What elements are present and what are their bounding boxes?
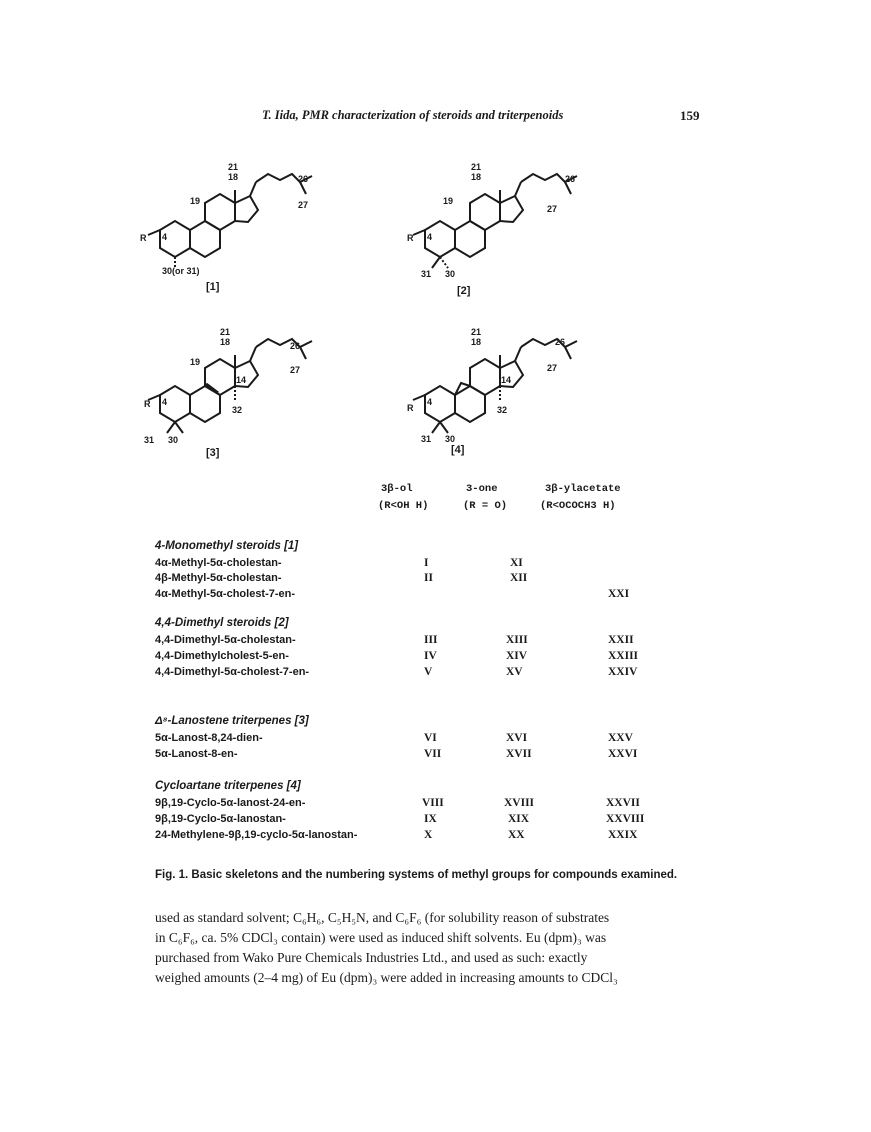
table-cell: IX	[424, 813, 437, 825]
table-row-name: 4α-Methyl-5α-cholest-7-en-	[155, 588, 296, 600]
struct3-r: R	[144, 399, 151, 409]
table-row-name: 9β,19-Cyclo-5α-lanost-24-en-	[155, 797, 306, 809]
table-cell: XI	[510, 557, 523, 569]
column-header-3-one: 3-one	[466, 483, 498, 495]
table-cell: II	[424, 572, 433, 584]
table-cell: XXIX	[608, 829, 638, 841]
table-cell: XV	[506, 666, 523, 678]
struct2-num-27: 27	[547, 204, 558, 214]
struct4-num-32: 32	[497, 405, 508, 415]
struct2-r: R	[407, 233, 414, 243]
structure-4	[405, 325, 595, 465]
struct1-num-26: 26	[298, 174, 309, 184]
table-cell: XVII	[506, 748, 532, 760]
struct1-pos4: 4	[162, 232, 168, 242]
struct3-num-32: 32	[232, 405, 243, 415]
struct1-label: [1]	[206, 281, 220, 293]
struct3-num-26: 26	[290, 341, 301, 351]
column-header-3b-ol: 3β-ol	[381, 483, 413, 495]
table-cell: XX	[508, 829, 525, 841]
rdef-3-one: (R = O)	[463, 500, 508, 512]
table-cell: IV	[424, 650, 437, 662]
table-cell: III	[424, 634, 438, 646]
structure-2	[405, 160, 595, 300]
struct4-pos14: 14	[501, 375, 512, 385]
group-name: 4,4-Dimethyl steroids [2]	[155, 617, 289, 629]
body-line: used as standard solvent; C₆H₆, C₅H₅N, and C₆F₆ (for solubility reason of substrates	[155, 910, 610, 925]
table-cell: XII	[510, 572, 528, 584]
struct2-num-26: 26	[565, 174, 576, 184]
body-line: weighed amounts (2–4 mg) of Eu (dpm)₃ were added in increasing amounts to CDCl₃	[155, 970, 618, 985]
rdef-3b-ol: (R<OH H)	[378, 500, 429, 512]
table-row-name: 4α-Methyl-5α-cholestan-	[155, 557, 282, 569]
figure-caption: Fig. 1. Basic skeletons and the numbering systems of methyl groups for compounds examined.	[155, 869, 678, 881]
page-number: 159	[680, 108, 700, 123]
table-cell: X	[424, 829, 433, 841]
table-cell: XXIII	[608, 650, 639, 662]
struct2-pos4: 4	[427, 232, 433, 242]
struct4-num-30: 30	[445, 434, 456, 444]
struct4-r: R	[407, 403, 414, 413]
struct1-num-27: 27	[298, 200, 309, 210]
table-row-name: 24-Methylene-9β,19-cyclo-5α-lanostan-	[155, 829, 358, 841]
table-cell: VI	[424, 732, 437, 744]
struct4-num-18: 18	[471, 337, 482, 347]
struct1-num-21: 21	[228, 162, 239, 172]
table-cell: XXIV	[608, 666, 638, 678]
column-header-3b-ylacetate: 3β-ylacetate	[545, 483, 621, 495]
table-row-name: 4,4-Dimethylcholest-5-en-	[155, 650, 289, 662]
struct4-pos4: 4	[427, 397, 433, 407]
body-line: in C₆F₆, ca. 5% CDCl₃ contain) were used as induced shift solvents. Eu (dpm)₃ was	[155, 930, 607, 945]
struct3-pos14: 14	[236, 375, 247, 385]
struct3-num-30: 30	[168, 435, 179, 445]
body-paragraph	[155, 908, 685, 988]
structure-3	[140, 325, 330, 465]
table-cell: XIX	[508, 813, 530, 825]
table-row-name: 5α-Lanost-8-en-	[155, 748, 238, 760]
table-cell: I	[424, 557, 429, 569]
table-cell: XXVI	[608, 748, 638, 760]
table-cell: XVI	[506, 732, 528, 744]
group-name: Δ⁸-Lanostene triterpenes [3]	[155, 715, 309, 727]
struct3-num-18: 18	[220, 337, 231, 347]
struct2-num-19: 19	[443, 196, 454, 206]
struct1-num-18: 18	[228, 172, 239, 182]
table-cell: XVIII	[504, 797, 535, 809]
table-cell: XXVIII	[606, 813, 645, 825]
table-cell: V	[424, 666, 433, 678]
struct1-r: R	[140, 233, 147, 243]
table-cell: XIV	[506, 650, 528, 662]
table-row-name: 4,4-Dimethyl-5α-cholestan-	[155, 634, 296, 646]
table-cell: XXVII	[606, 797, 640, 809]
group-name: Cycloartane triterpenes [4]	[155, 780, 301, 792]
rdef-3b-ylacetate: (R<OCOCH3 H)	[540, 500, 616, 512]
table-row-name: 9β,19-Cyclo-5α-lanostan-	[155, 813, 286, 825]
table-cell: VII	[424, 748, 442, 760]
struct4-label: [4]	[451, 444, 465, 456]
table-cell: XXV	[608, 732, 633, 744]
struct3-num-27: 27	[290, 365, 301, 375]
body-line: purchased from Wako Pure Chemicals Industries Ltd., and used as such: exactly	[155, 950, 588, 965]
struct3-label: [3]	[206, 447, 220, 459]
table-cell: XIII	[506, 634, 528, 646]
struct2-num-31: 31	[421, 269, 432, 279]
struct3-pos4: 4	[162, 397, 168, 407]
struct4-num-26: 26	[555, 337, 566, 347]
struct4-num-31: 31	[421, 434, 432, 444]
struct2-num-21: 21	[471, 162, 482, 172]
struct3-num-21: 21	[220, 327, 231, 337]
running-title: T. Iida, PMR characterization of steroids and triterpenoids	[262, 108, 564, 122]
struct3-num-19: 19	[190, 357, 201, 367]
struct2-num-30: 30	[445, 269, 456, 279]
structure-1	[140, 160, 330, 300]
struct2-label: [2]	[457, 285, 471, 297]
table-cell: XXI	[608, 588, 630, 600]
struct4-num-27: 27	[547, 363, 558, 373]
table-row-name: 4β-Methyl-5α-cholestan-	[155, 572, 282, 584]
struct4-num-21: 21	[471, 327, 482, 337]
struct3-num-31: 31	[144, 435, 155, 445]
struct2-num-18: 18	[471, 172, 482, 182]
table-row-name: 5α-Lanost-8,24-dien-	[155, 732, 263, 744]
table-row-name: 4,4-Dimethyl-5α-cholest-7-en-	[155, 666, 310, 678]
struct1-num-19: 19	[190, 196, 201, 206]
group-name: 4-Monomethyl steroids [1]	[155, 540, 299, 552]
table-cell: XXII	[608, 634, 634, 646]
table-cell: VIII	[422, 797, 444, 809]
struct1-num-30: 30(or 31)	[162, 266, 200, 276]
